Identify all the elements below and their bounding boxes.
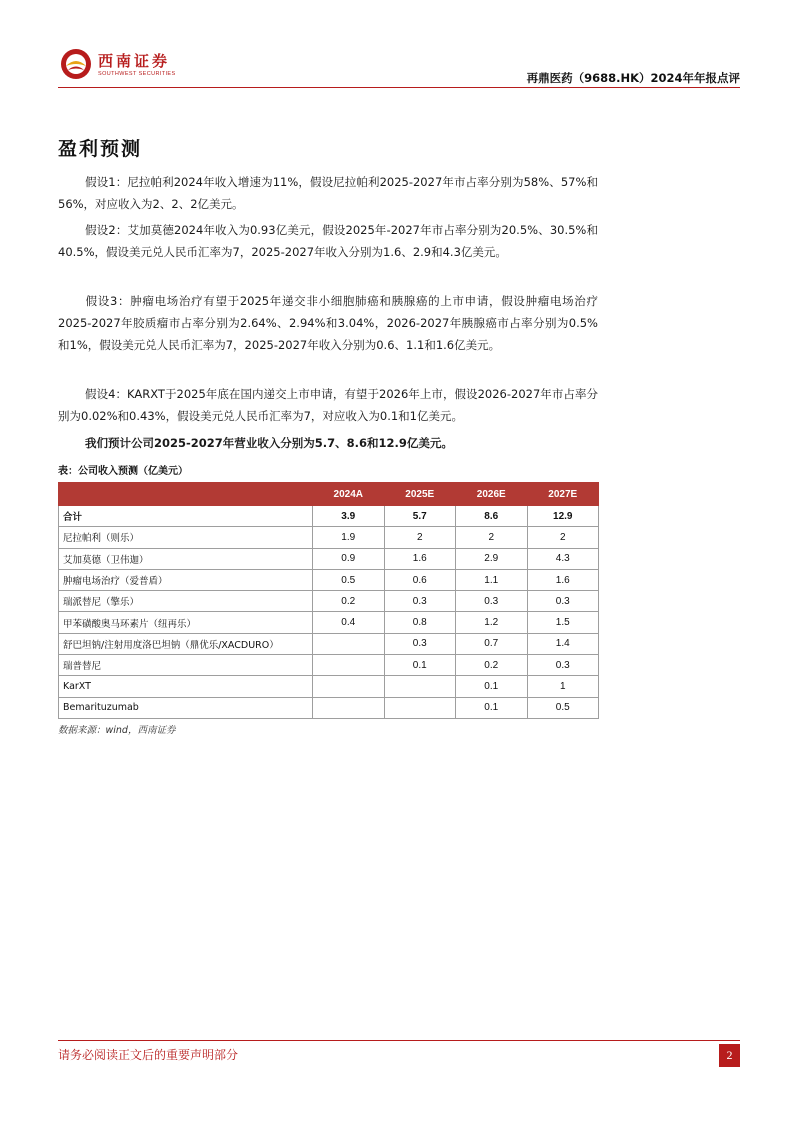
value-cell: 1 [527, 676, 599, 697]
value-cell: 1.2 [456, 612, 528, 633]
value-cell [313, 633, 385, 654]
value-cell: 0.3 [527, 591, 599, 612]
row-label-cell: 合计 [59, 506, 313, 527]
row-label-cell: KarXT [59, 676, 313, 697]
row-label-cell: 瑞普替尼 [59, 655, 313, 676]
assumption-paragraph-1 [58, 171, 598, 215]
row-label-cell: 尼拉帕利（则乐） [59, 527, 313, 548]
value-cell [384, 676, 456, 697]
assumption-text-1: 假设1：尼拉帕利2024年收入增速为11%，假设尼拉帕利2025-2027年市占率分别为58%、57%和56%，对应收入为2、2、2亿美元。 [58, 175, 598, 211]
value-cell: 0.5 [527, 697, 599, 718]
summary-paragraph [58, 432, 598, 454]
revenue-forecast-table [58, 482, 598, 719]
assumption-paragraph-4 [58, 383, 598, 427]
data-source: 数据来源：wind，西南证券 [58, 725, 176, 736]
table-row [59, 633, 599, 654]
value-cell: 0.8 [384, 612, 456, 633]
footer-divider [58, 1040, 740, 1041]
report-title: 再鼎医药（9688.HK）2024年年报点评 [526, 71, 740, 85]
table-row [59, 676, 599, 697]
value-cell: 0.3 [456, 591, 528, 612]
table-row [59, 527, 599, 548]
page-header [58, 44, 740, 88]
value-cell: 0.3 [527, 655, 599, 676]
table-caption: 表：公司收入预测（亿美元） [58, 466, 188, 477]
value-cell: 4.3 [527, 548, 599, 569]
value-cell: 1.1 [456, 569, 528, 590]
value-cell [313, 697, 385, 718]
value-cell: 1.4 [527, 633, 599, 654]
summary-text: 我们预计公司2025-2027年营业收入分别为5.7、8.6和12.9亿美元。 [85, 436, 453, 450]
value-cell: 1.6 [527, 569, 599, 590]
value-cell [384, 697, 456, 718]
value-cell: 0.1 [456, 697, 528, 718]
value-cell: 0.9 [313, 548, 385, 569]
value-cell: 0.1 [456, 676, 528, 697]
table-header-row [59, 483, 599, 506]
column-header: 2024A [313, 483, 385, 506]
table-row [59, 655, 599, 676]
value-cell: 0.7 [456, 633, 528, 654]
table-row [59, 697, 599, 718]
value-cell: 3.9 [313, 506, 385, 527]
value-cell: 1.9 [313, 527, 385, 548]
value-cell: 2 [384, 527, 456, 548]
header-divider [58, 87, 740, 88]
column-header [59, 483, 313, 506]
row-label-cell: 甲苯磺酸奥马环素片（纽再乐） [59, 612, 313, 633]
assumption-text-2: 假设2：艾加莫德2024年收入为0.93亿美元，假设2025年-2027年市占率分别为20.5%、30.5%和40.5%，假设美元兑人民币汇率为7，2025-2027年收入分别为1.6、2.9和4.3亿美元。 [58, 223, 598, 259]
row-label-cell: 舒巴坦钠/注射用度洛巴坦钠（鼎优乐/XACDURO） [59, 633, 313, 654]
company-logo [58, 44, 198, 84]
assumption-paragraph-3 [58, 290, 598, 356]
column-header: 2025E [384, 483, 456, 506]
value-cell: 1.6 [384, 548, 456, 569]
value-cell: 2.9 [456, 548, 528, 569]
page-number: 2 [719, 1044, 740, 1067]
column-header: 2026E [456, 483, 528, 506]
logo-emblem-icon [60, 48, 92, 80]
value-cell: 0.6 [384, 569, 456, 590]
value-cell: 0.1 [384, 655, 456, 676]
value-cell: 8.6 [456, 506, 528, 527]
value-cell: 2 [527, 527, 599, 548]
value-cell: 0.3 [384, 591, 456, 612]
value-cell: 0.3 [384, 633, 456, 654]
value-cell: 5.7 [384, 506, 456, 527]
column-header: 2027E [527, 483, 599, 506]
table-row-total [59, 506, 599, 527]
value-cell: 1.5 [527, 612, 599, 633]
logo-text-cn: 西南证券 [98, 52, 171, 70]
value-cell [313, 655, 385, 676]
value-cell: 0.2 [313, 591, 385, 612]
value-cell: 0.4 [313, 612, 385, 633]
value-cell: 12.9 [527, 506, 599, 527]
row-label-cell: 瑞派替尼（擎乐） [59, 591, 313, 612]
value-cell: 0.2 [456, 655, 528, 676]
row-label-cell: 艾加莫德（卫伟迦） [59, 548, 313, 569]
assumption-text-3: 假设3：肿瘤电场治疗有望于2025年递交非小细胞肺癌和胰腺癌的上市申请，假设肿瘤电场治疗2025-2027年胶质瘤市占率分别为2.64%、2.94%和3.04%，2026-2027年胰腺癌市占率分别为0.5%和1%，假设美元兑人民币汇率为7，2025-2027年收入分别为0.6、1.1和1.6亿美元。 [58, 294, 598, 352]
assumption-text-4: 假设4：KARXT于2025年底在国内递交上市申请，有望于2026年上市，假设2026-2027年市占率分别为0.02%和0.43%，假设美元兑人民币汇率为7，对应收入为0.1和1亿美元。 [58, 387, 598, 423]
section-title: 盈利预测 [58, 138, 143, 160]
footer-disclaimer: 请务必阅读正文后的重要声明部分 [58, 1048, 239, 1062]
logo-text-en: SOUTHWEST SECURITIES [98, 71, 176, 77]
table-row [59, 612, 599, 633]
table-row [59, 548, 599, 569]
table-row [59, 569, 599, 590]
assumption-paragraph-2 [58, 219, 598, 263]
row-label-cell: Bemarituzumab [59, 697, 313, 718]
value-cell [313, 676, 385, 697]
value-cell: 0.5 [313, 569, 385, 590]
table-row [59, 591, 599, 612]
value-cell: 2 [456, 527, 528, 548]
row-label-cell: 肿瘤电场治疗（爱普盾） [59, 569, 313, 590]
